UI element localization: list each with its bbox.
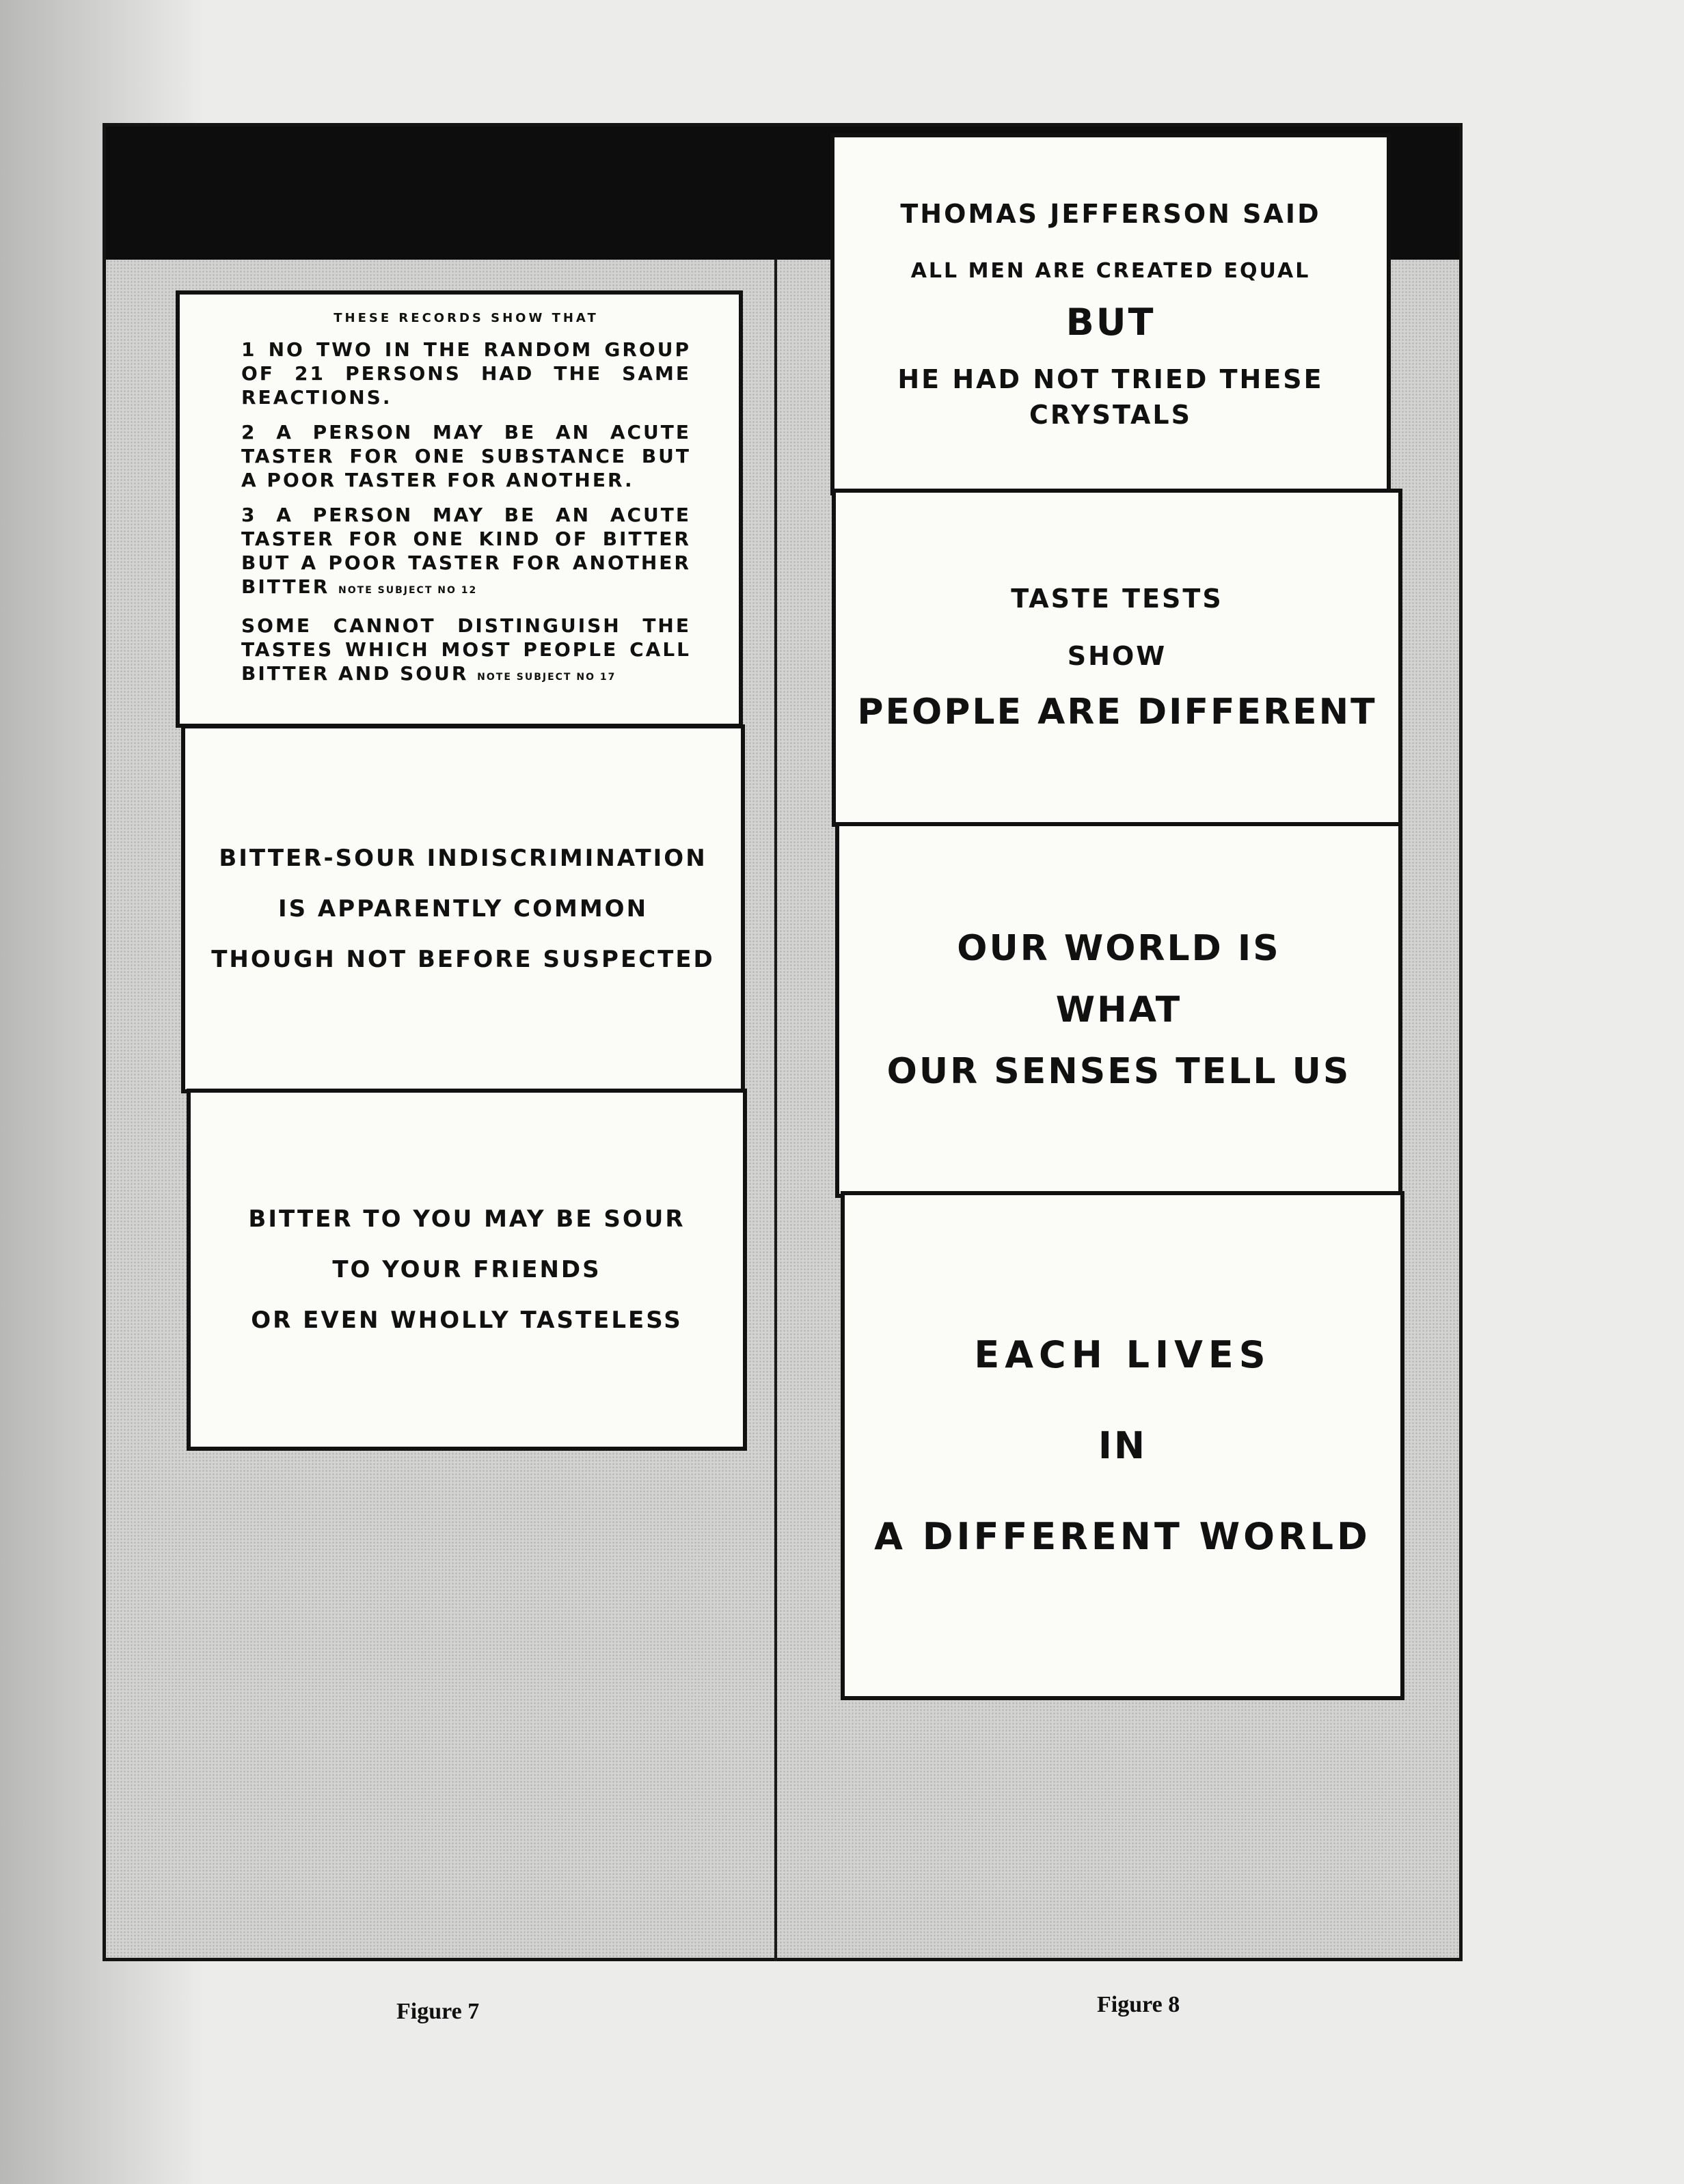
panel-line: A DIFFERENT WORLD	[874, 1515, 1371, 1558]
panel-line: OUR WORLD IS	[957, 928, 1281, 969]
figure-8-caption: Figure 8	[1097, 1992, 1180, 2017]
panel-line: IS APPARENTLY COMMON	[277, 895, 649, 923]
panel-line: OR EVEN WHOLLY TASTELESS	[251, 1307, 683, 1334]
fig8-our-world-panel	[835, 822, 1402, 1198]
exhibit-photo	[103, 123, 1463, 1961]
record-note-17: NOTE SUBJECT NO 17	[477, 672, 616, 683]
fig7-indiscrimination-panel	[181, 724, 745, 1093]
fig7-records-panel	[176, 290, 743, 728]
panel-line: THOMAS JEFFERSON SAID	[900, 199, 1321, 229]
panel-line: CRYSTALS	[1029, 400, 1192, 430]
panel-line: THOUGH NOT BEFORE SUSPECTED	[211, 946, 715, 973]
records-heading: THESE RECORDS SHOW THAT	[334, 311, 599, 325]
fig8-taste-tests-panel	[832, 489, 1402, 827]
fig7-bitter-sour-panel	[187, 1089, 747, 1451]
fig8-jefferson-panel	[830, 133, 1391, 495]
exhibit-divider-line	[774, 260, 777, 1961]
record-item-4: SOME CANNOT DISTINGUISH THE TASTES WHICH MOST PEOPLE CALL BITTER AND SOUR NOTE SUBJECT NO 17	[241, 614, 691, 685]
panel-line: IN	[1098, 1424, 1147, 1467]
panel-line: BITTER TO YOU MAY BE SOUR	[248, 1205, 685, 1233]
panel-line: PEOPLE ARE DIFFERENT	[857, 691, 1377, 733]
panel-line: BITTER-SOUR INDISCRIMINATION	[219, 845, 707, 872]
record-note-12: NOTE SUBJECT NO 12	[338, 585, 478, 596]
panel-line: EACH LIVES	[974, 1333, 1271, 1376]
panel-line: SHOW	[1067, 640, 1167, 671]
record-item-1: 1 NO TWO IN THE RANDOM GROUP OF 21 PERSONS HAD THE SAME REACTIONS.	[241, 338, 691, 409]
panel-line: WHAT	[1055, 989, 1182, 1030]
record-item-3: 3 A PERSON MAY BE AN ACUTE TASTER FOR ONE KIND OF BITTER BUT A POOR TASTER FOR ANOTHER BITTER NOTE SUBJECT NO 12	[241, 504, 691, 598]
panel-line: ALL MEN ARE CREATED EQUAL	[910, 259, 1311, 283]
panel-line: TASTE TESTS	[1011, 583, 1223, 614]
panel-line: BUT	[1065, 301, 1156, 344]
panel-line: OUR SENSES TELL US	[886, 1051, 1351, 1092]
panel-line: HE HAD NOT TRIED THESE	[897, 364, 1324, 394]
panel-line: TO YOUR FRIENDS	[332, 1256, 601, 1283]
record-item-2: 2 A PERSON MAY BE AN ACUTE TASTER FOR ONE SUBSTANCE BUT A POOR TASTER FOR ANOTHER.	[241, 421, 691, 491]
fig8-each-lives-panel	[841, 1191, 1404, 1700]
figure-7-caption: Figure 7	[396, 1999, 480, 2024]
